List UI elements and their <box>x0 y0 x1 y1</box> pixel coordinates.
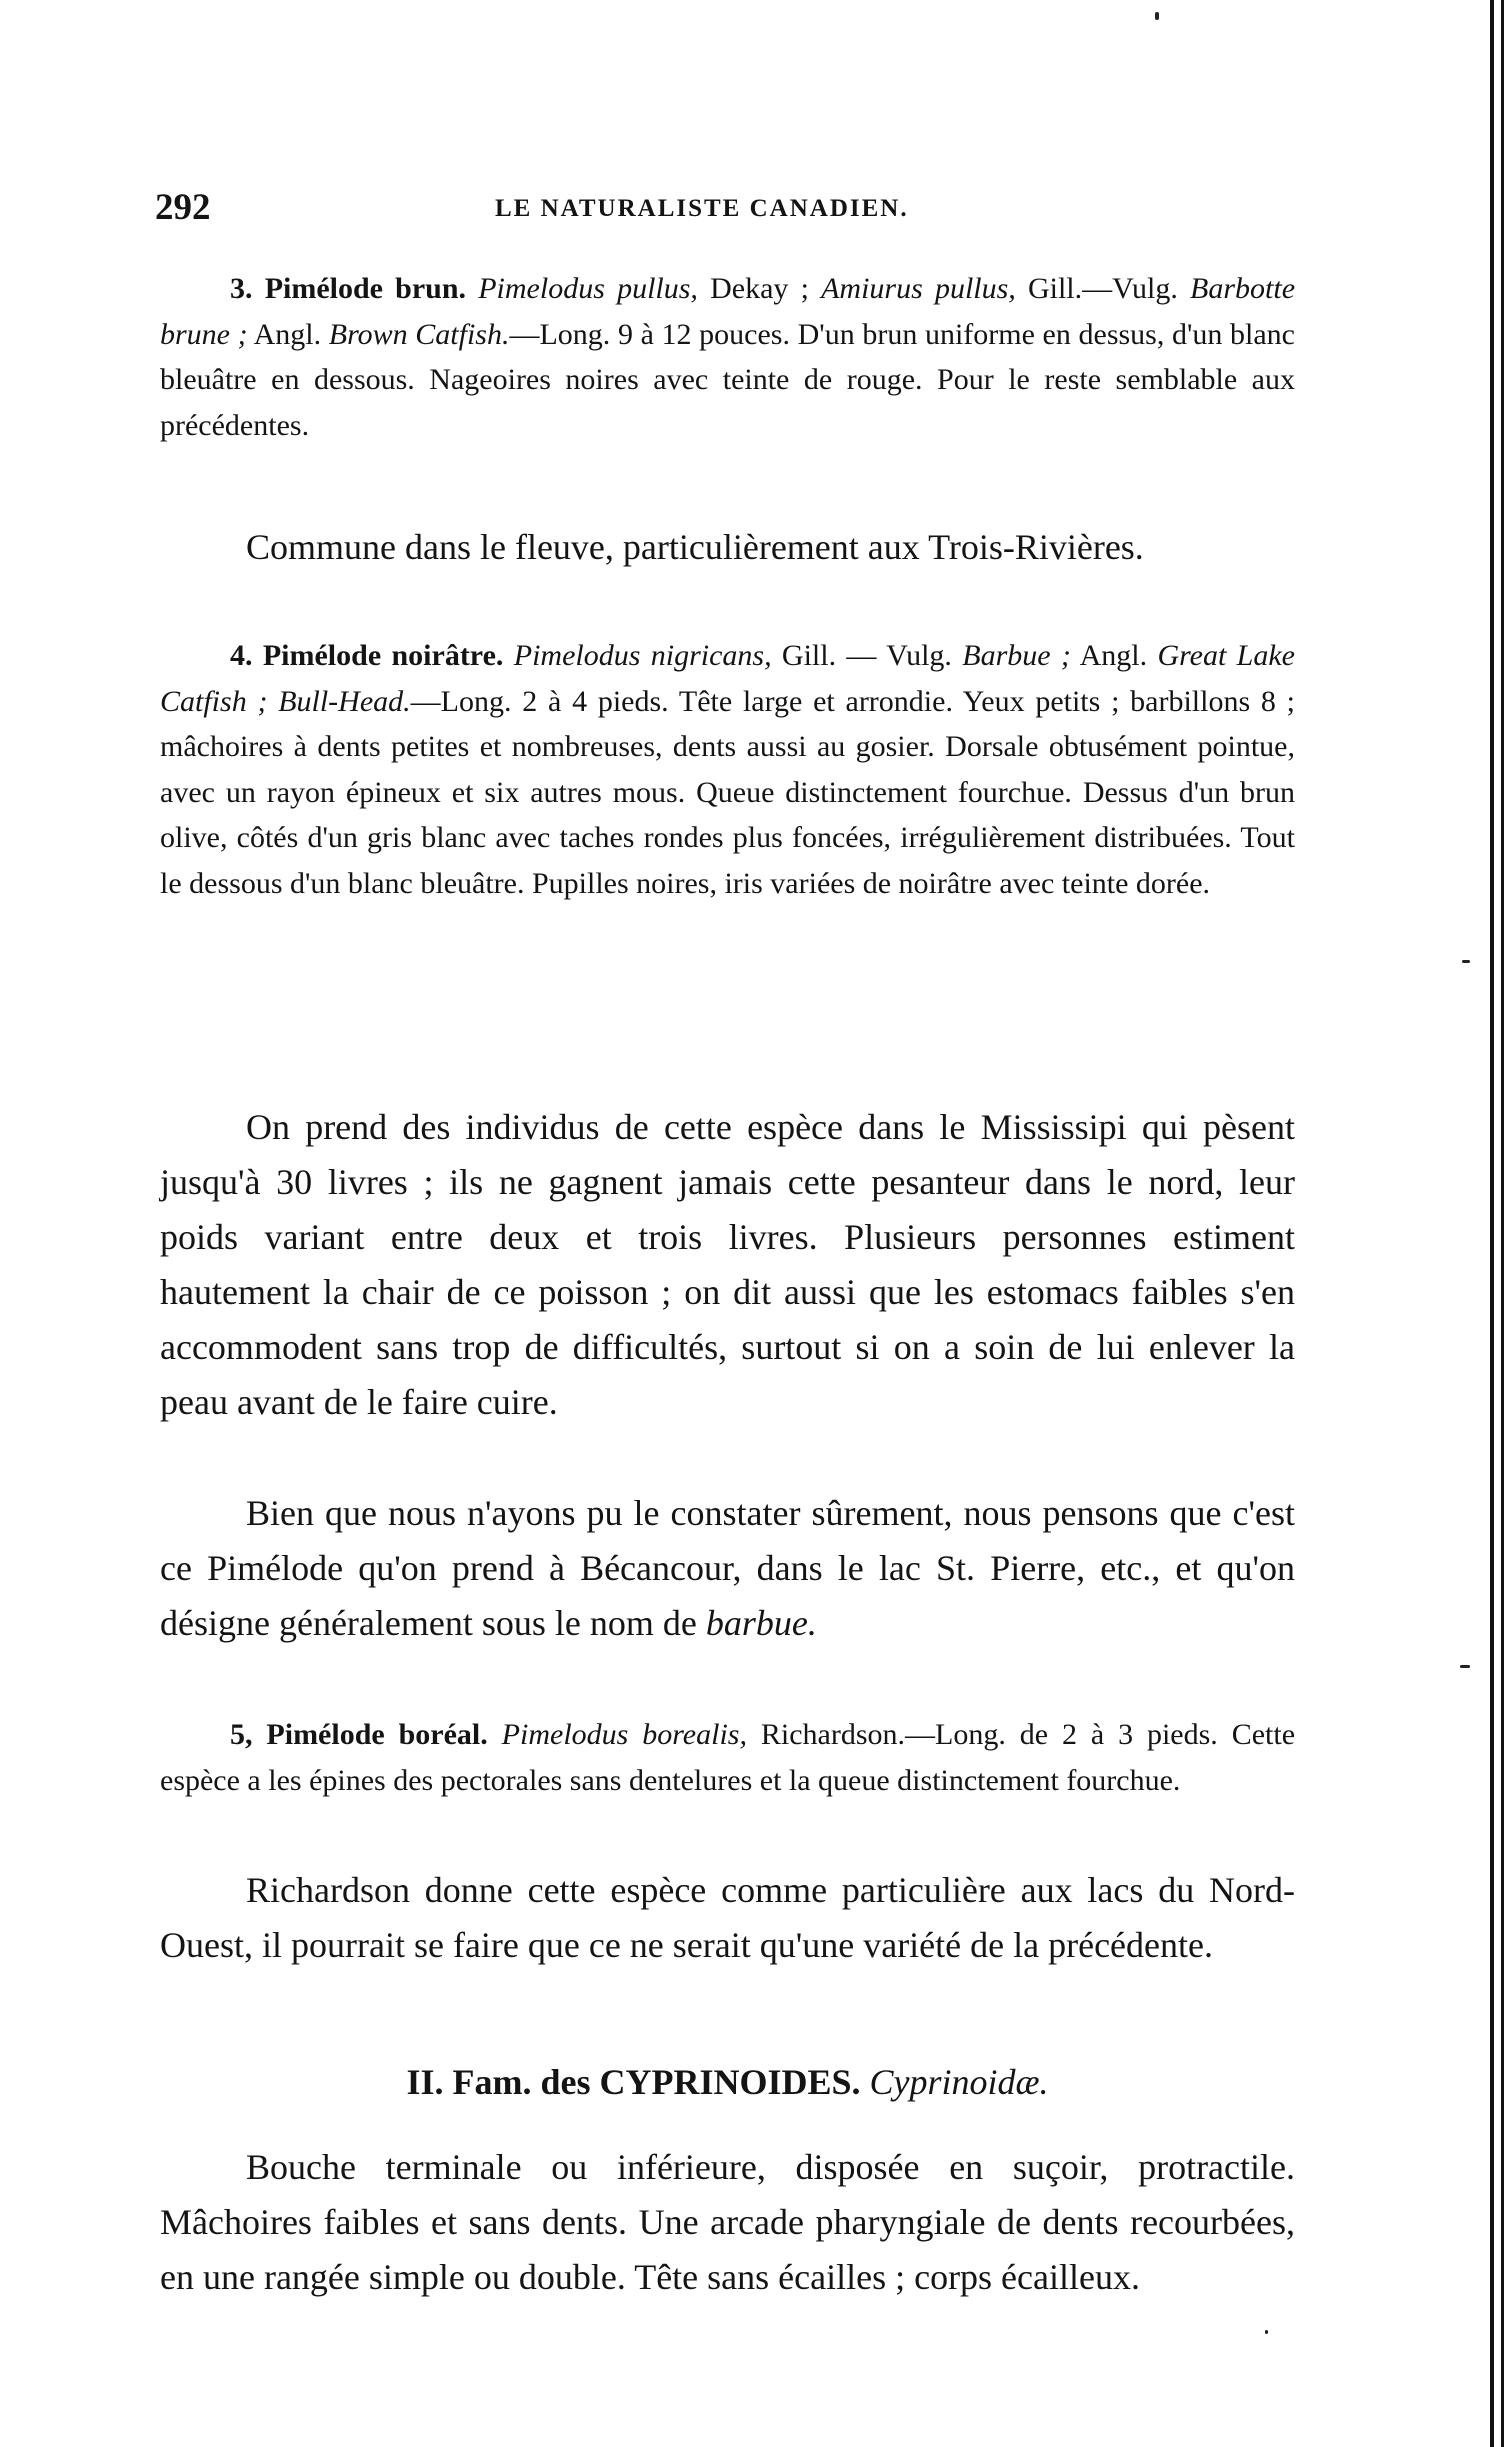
family-heading <box>160 2055 1295 2110</box>
scan-edge-rule <box>1490 0 1494 2447</box>
species-5-name: Pimélode boréal. <box>266 1718 488 1751</box>
species-4-location-paragraph: Bien que nous n'ayons pu le constater sûrement, nous pensons que c'est ce Pimélode qu'on prend à Bécancour, dans le lac St. Pierre, etc., et qu'on désigne généralement sous le nom de barbue. <box>160 1493 1295 1643</box>
scan-speck <box>1462 960 1470 963</box>
species-3-number: 3. <box>230 272 253 305</box>
species-3-name: Pimélode brun. <box>264 272 467 305</box>
species-5-description: Richardson.—Long. de 2 à 3 pieds. Cette espèce a les épines des pectorales sans dentelures et la queue distinctement fourchue. <box>160 1718 1296 1797</box>
species-5-scientific-name: Pimelodus borealis, <box>501 1718 747 1751</box>
species-3-english-name: Brown Catfish. <box>328 317 510 351</box>
scan-speck <box>1265 2330 1268 2334</box>
species-4-entry: 4. Pimélode noirâtre. Pimelodus nigricans, Gill. — Vulg. Barbue ; Angl. Great Lake Catfish ; Bull-Head.—Long. 2 à 4 pieds. Tête large et arrondie. Yeux petits ; barbillons 8 ; mâchoires à dents petites et nombreuses, dents aussi au gosier. Dorsale obtusément pointue, avec un rayon épineux et six autres mous. Queue distinctement fourchue. Dessus d'un brun olive, côtés d'un gris blanc avec taches rondes plus foncées, irrégulièrement distribuées. Tout le dessous d'un blanc bleuâtre. Pupilles noires, iris variées de noirâtre avec teinte dorée. <box>160 639 1295 900</box>
species-3-habitat-paragraph: Commune dans le fleuve, particulièrement aux Trois-Rivières. <box>246 527 1144 567</box>
species-3-vulgar-name: Barbotte brune ; <box>160 272 1296 351</box>
species-4-english-name: Great Lake Catfish ; Bull-Head. <box>160 639 1295 718</box>
family-latin-name: Cyprinoidæ. <box>869 2062 1049 2102</box>
species-4-name: Pimélode noirâtre. <box>262 639 504 672</box>
vernacular-name: barbue. <box>705 1603 817 1643</box>
species-5-number: 5, <box>230 1718 253 1751</box>
family-title: II. Fam. des CYPRINOIDES. <box>406 2062 861 2102</box>
page-number: 292 <box>155 187 211 228</box>
species-3-scientific-name: Pimelodus pullus, <box>478 272 698 305</box>
species-3-description: —Long. 9 à 12 pouces. D'un brun uniforme en dessus, d'un blanc bleuâtre en dessous. Nageoires noires avec teinte de rouge. Pour le reste semblable aux précédentes. <box>160 317 1295 442</box>
scan-speck <box>1155 12 1159 20</box>
family-description-paragraph: Bouche terminale ou inférieure, disposée en suçoir, protractile. Mâchoires faibles et sans dents. Une arcade pharyngiale de dents recourbées, en une rangée simple ou double. Tête sans écailles ; corps écailleux. <box>160 2147 1295 2297</box>
scan-speck <box>1460 1665 1470 1668</box>
species-4-scientific-name: Pimelodus nigricans, <box>513 639 772 672</box>
species-3-entry: 3. Pimélode brun. Pimelodus pullus, Dekay ; Amiurus pullus, Gill.—Vulg. Barbotte brune ; Angl. Brown Catfish.—Long. 9 à 12 pouces. D'un brun uniforme en dessus, d'un blanc bleuâtre en dessous. Nageoires noires avec teinte de rouge. Pour le reste semblable aux précédentes. <box>160 272 1296 442</box>
species-5-range-paragraph: Richardson donne cette espèce comme particulière aux lacs du Nord-Ouest, il pourrait se faire que ce ne serait qu'une variété de la précédente. <box>160 1870 1295 1965</box>
page-header <box>155 178 1325 238</box>
species-4-number: 4. <box>230 639 253 672</box>
species-4-vulgar-name: Barbue ; <box>962 639 1071 672</box>
species-5-entry <box>160 1712 1295 1803</box>
species-3-synonym: Amiurus pullus, <box>821 272 1016 305</box>
running-head: LE NATURALISTE CANADIEN. <box>495 195 909 222</box>
species-4-description: —Long. 2 à 4 pieds. Tête large et arrondie. Yeux petits ; barbillons 8 ; mâchoires à dents petites et nombreuses, dents aussi au gosier. Dorsale obtusément pointue, avec un rayon épineux et six autres mous. Queue distinctement fourchue. Dessus d'un brun olive, côtés d'un gris blanc avec taches rondes plus foncées, irrégulièrement distribuées. Tout le dessous d'un blanc bleuâtre. Pupilles noires, iris variées de noirâtre avec teinte dorée. <box>160 684 1295 900</box>
species-4-weight-paragraph: On prend des individus de cette espèce dans le Mississipi qui pèsent jusqu'à 30 livres ; ils ne gagnent jamais cette pesanteur dans le nord, leur poids variant entre deux et trois livres. Plusieurs personnes estiment hautement la chair de ce poisson ; on dit aussi que les estomacs faibles s'en accommodent sans trop de difficultés, surtout si on a soin de lui enlever la peau avant de le faire cuire. <box>160 1107 1295 1422</box>
scan-edge-rule-inner <box>1501 0 1504 2447</box>
